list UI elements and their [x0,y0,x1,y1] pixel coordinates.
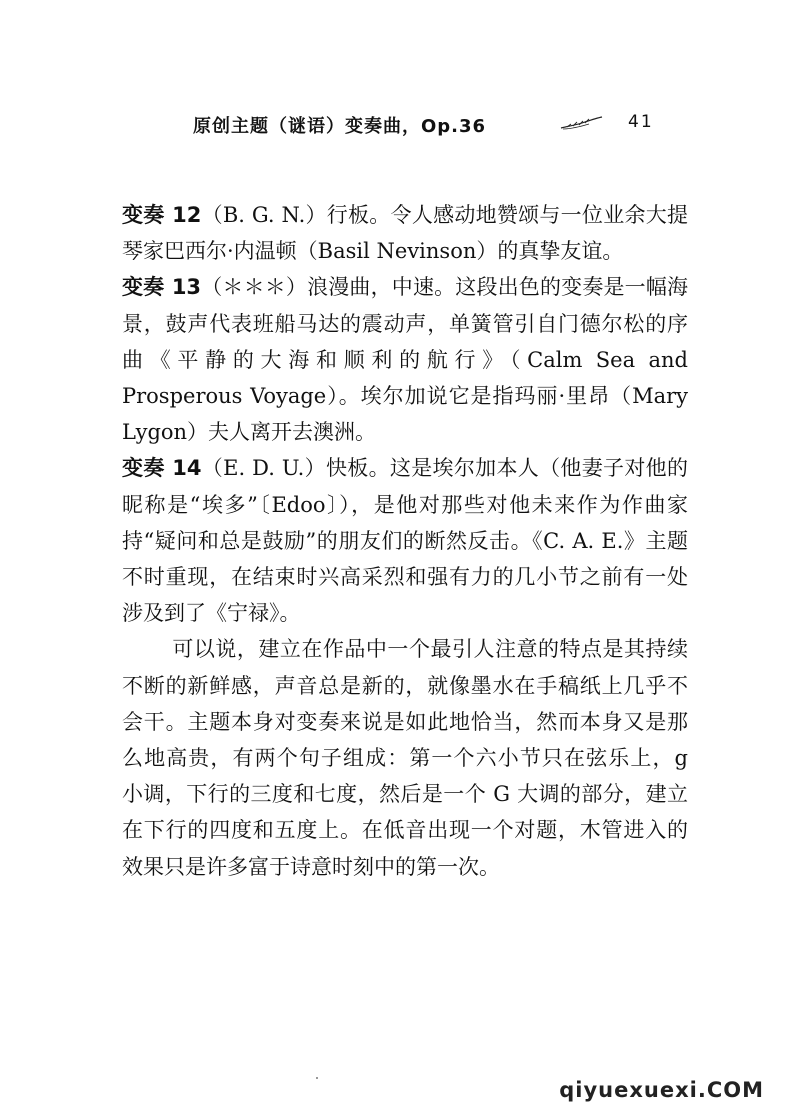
scan-speck [316,1077,318,1079]
quill-flourish-icon [559,116,603,132]
watermark: qiyuexuexi.COM [559,1078,764,1102]
paragraph-variation-12 [122,197,688,269]
body-text [122,197,688,885]
paragraph-commentary [122,631,688,884]
variation-label: 变奏 12 [122,203,202,227]
paragraph-variation-14 [122,450,688,631]
paragraph-variation-13 [122,269,688,450]
paragraph-text: （＊＊＊）浪漫曲，中速。这段出色的变奏是一幅海景，鼓声代表班船马达的震动声，单簧管引自门德尔松的序曲《平静的大海和顺利的航行》（Calm Sea and Prosperous Voyage）。埃尔加说它是指玛丽·里昂（Mary Lygon）夫人离开去澳洲。 [122,275,688,445]
variation-label: 变奏 14 [122,456,202,481]
variation-label: 变奏 13 [122,275,202,300]
paragraph-text: 可以说，建立在作品中一个最引人注意的特点是其持续不断的新鲜感，声音总是新的，就像墨水在手稿纸上几乎不会干。主题本身对变奏来说是如此地恰当，然而本身又是那么地高贵，有两个句子组成：第一个六小节只在弦乐上，g 小调，下行的三度和七度，然后是一个 G 大调的部分，建立在下行的四度和五度上。在低音出现一个对题，木管进入的效果只是许多富于诗意时刻中的第一次。 [122,637,688,879]
page-number: 41 [628,112,654,132]
paragraph-text: （E. D. U.）快板。这是埃尔加本人（他妻子对他的昵称是“埃多”〔Edoo〕），是他对那些对他未来作为作曲家持“疑问和总是鼓励”的朋友们的断然反击。《C. A. E.》主题不时重现，在结束时兴高采烈和强有力的几小节之前有一处涉及到了《宁禄》。 [122,456,688,626]
running-header [0,112,794,142]
header-title: 原创主题（谜语）变奏曲，Op.36 [193,116,487,137]
paragraph-text: （B. G. N.）行板。令人感动地赞颂与一位业余大提琴家巴西尔·内温顿（Basil Nevinson）的真挚友谊。 [122,203,688,264]
